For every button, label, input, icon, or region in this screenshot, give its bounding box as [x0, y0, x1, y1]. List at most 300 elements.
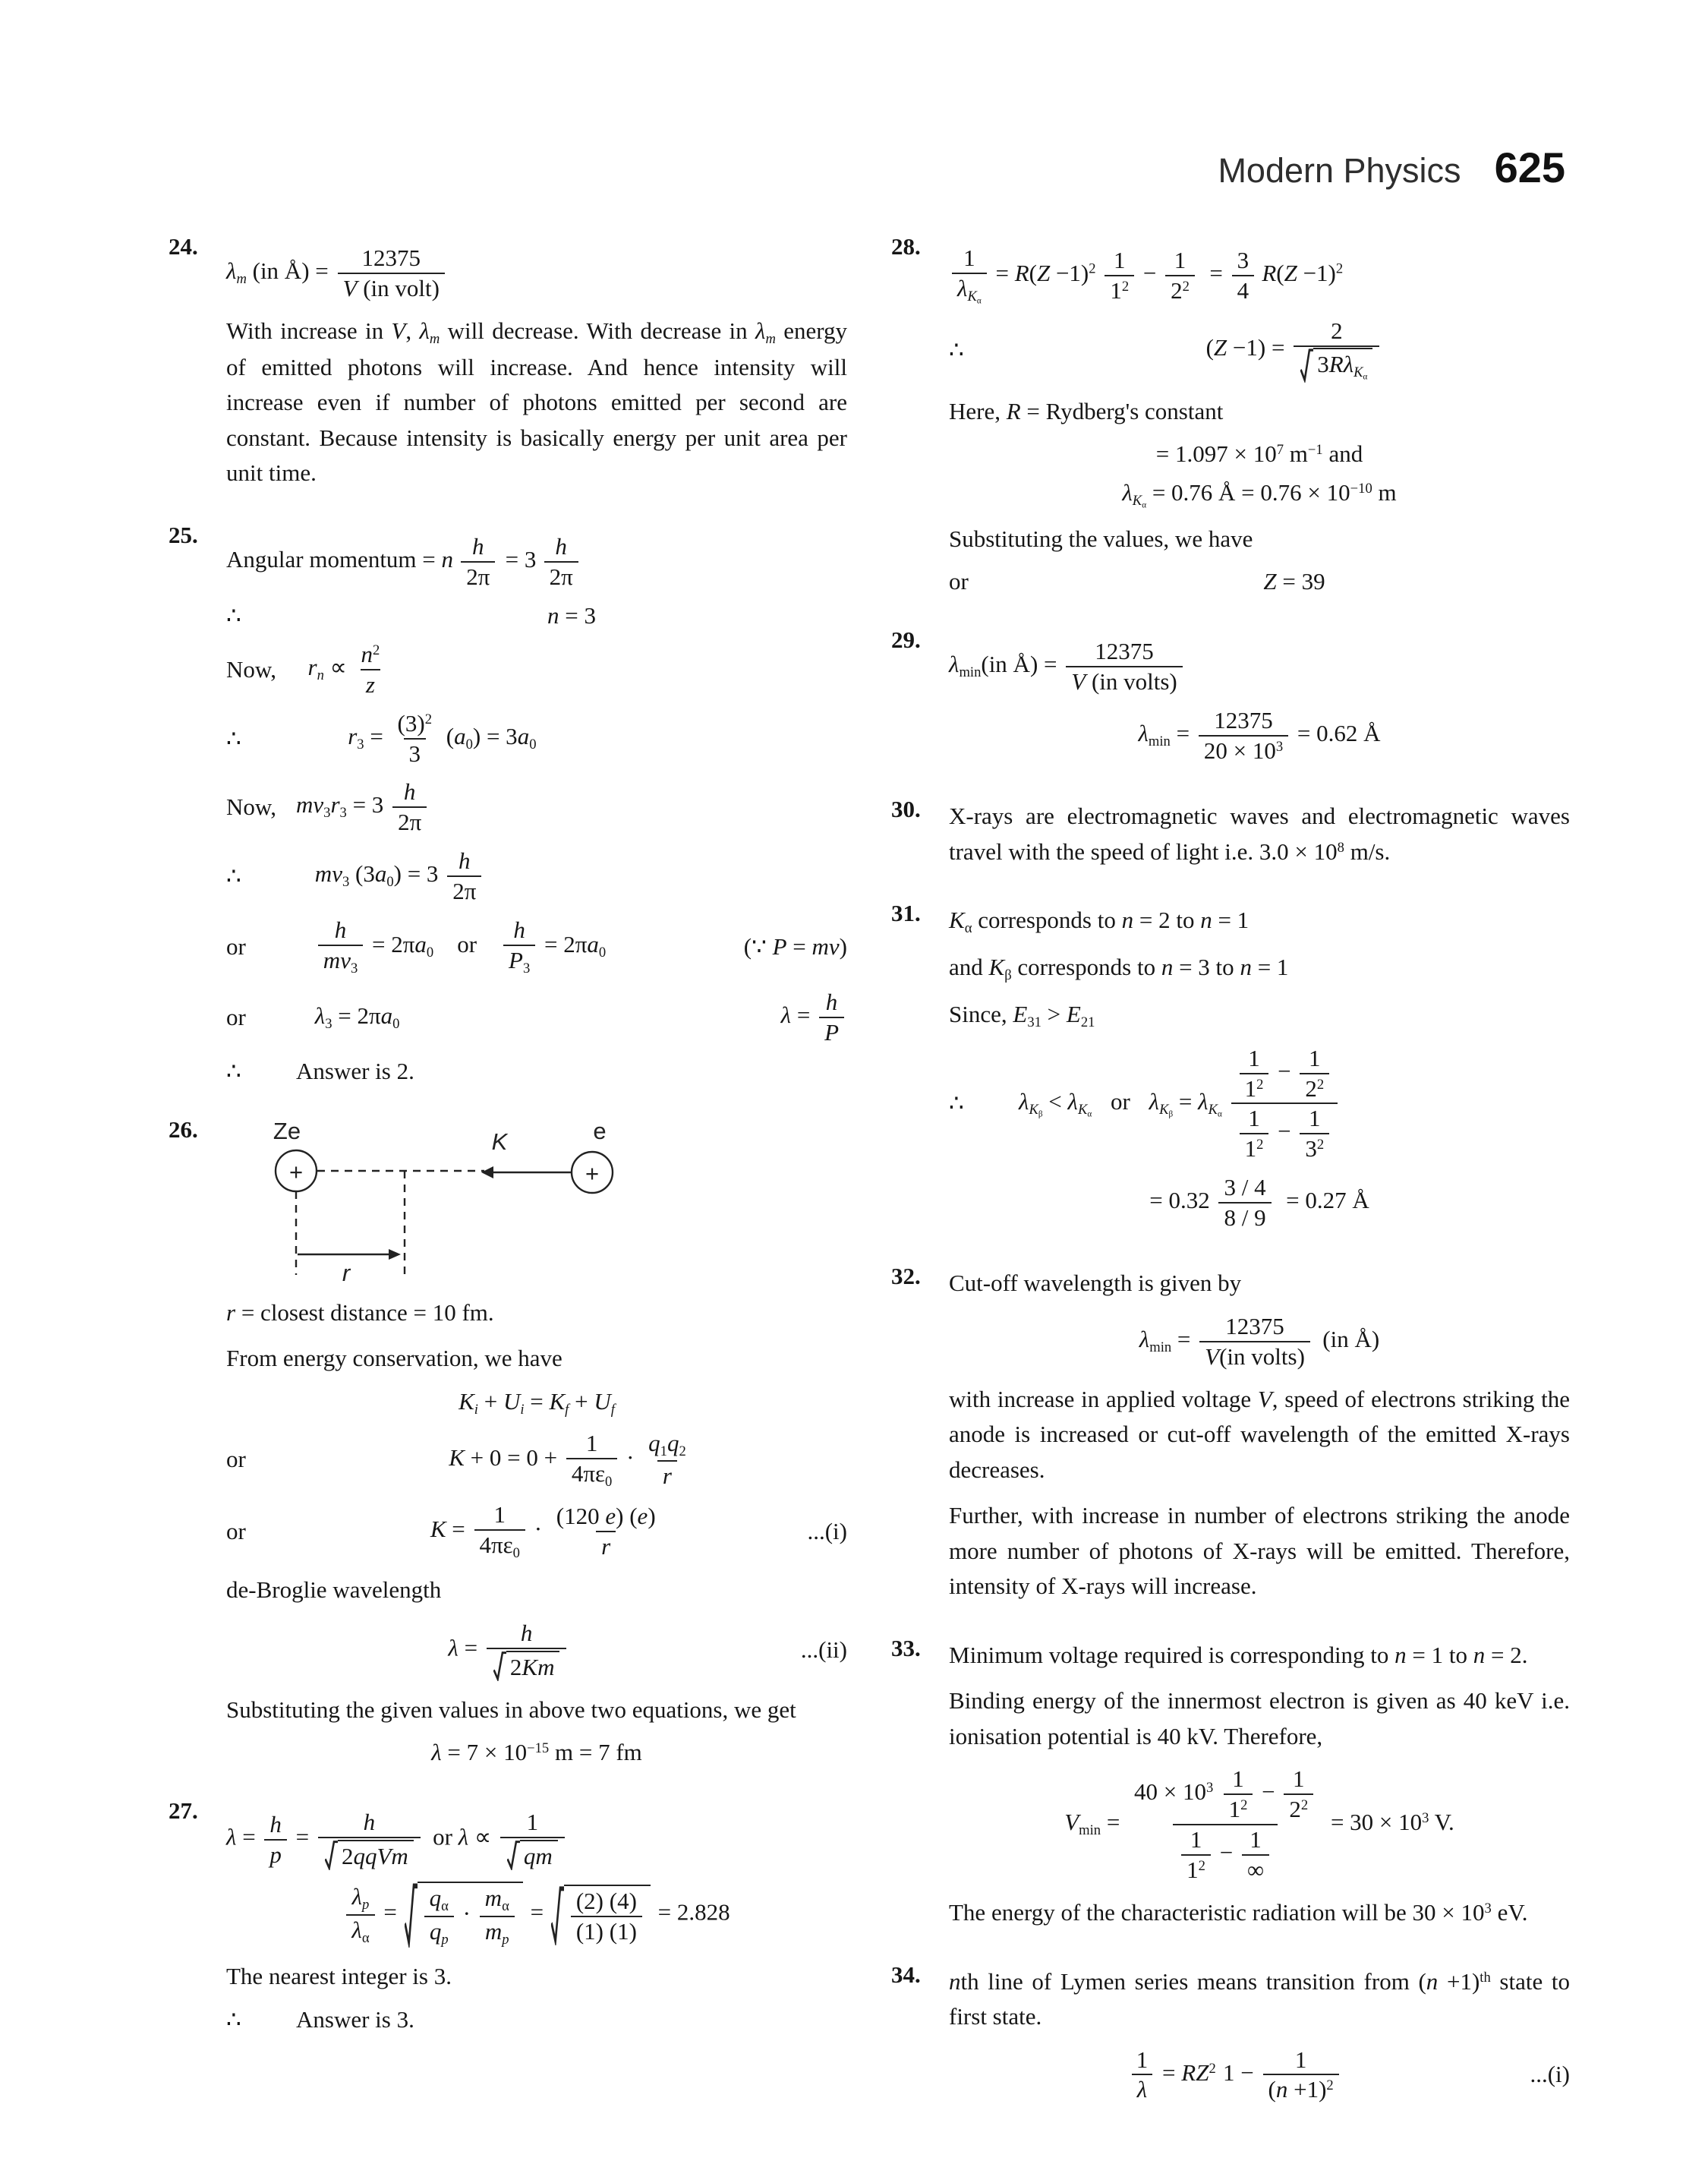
fraction	[1129, 1765, 1322, 1884]
fraction	[1232, 247, 1255, 304]
italic-run: P	[509, 947, 523, 974]
text-run: 8 / 9	[1224, 1204, 1266, 1232]
fraction	[551, 1503, 661, 1560]
problem-number: 29.	[891, 626, 921, 654]
eq-tag	[1530, 2061, 1570, 2088]
italic-run: λ	[1138, 720, 1149, 747]
eq-body	[226, 1809, 847, 1870]
numerator	[392, 710, 437, 738]
radical-sign	[325, 1840, 338, 1870]
text-run: =	[1203, 259, 1229, 286]
fraction	[318, 916, 363, 976]
paragraph	[949, 1266, 1570, 1301]
text-run: 3	[325, 1015, 332, 1032]
italic-run: λ	[1019, 1087, 1029, 1115]
superscript	[1256, 1137, 1263, 1153]
text-run: =	[1156, 2058, 1182, 2086]
text-run: 7	[1276, 442, 1284, 459]
italic-run: λ	[949, 651, 960, 678]
italic-run: K	[1208, 1101, 1218, 1118]
subscript	[392, 1016, 399, 1032]
subscript	[513, 1545, 520, 1561]
denominator	[1199, 735, 1288, 765]
italic-run: R	[1328, 351, 1344, 378]
text-run: 3 / 4	[1224, 1174, 1266, 1201]
text-run: = 2π	[538, 931, 588, 958]
superscript	[1301, 1797, 1308, 1813]
fraction	[1165, 247, 1195, 304]
subscript	[965, 920, 972, 936]
eq-lead: or	[226, 1446, 246, 1473]
italic-run: i	[474, 1401, 478, 1418]
text-run: = 2π	[332, 1002, 381, 1029]
italic-run: λ	[780, 1001, 792, 1028]
text-run: α	[964, 920, 972, 937]
italic-run: V	[377, 1843, 392, 1870]
text-run: = 1	[1212, 907, 1249, 934]
equation-line	[226, 1620, 847, 1681]
text-run: >	[1041, 1000, 1067, 1027]
italic-run: n	[1426, 1967, 1439, 1995]
text-run: 1	[1228, 1796, 1241, 1823]
italic-run: R	[1006, 397, 1021, 424]
text-run: (in volts)	[1086, 668, 1177, 696]
italic-run: m	[236, 271, 247, 287]
equation-line	[226, 1430, 847, 1490]
text-run: 1	[1309, 1044, 1321, 1071]
eq-body	[296, 1058, 847, 1085]
eq-lead: ∴	[226, 863, 241, 890]
text-run: 0	[426, 945, 434, 961]
text-run: (2) (4)	[575, 1887, 637, 1914]
subscript	[325, 1016, 332, 1032]
eq-body	[296, 2006, 847, 2033]
text-run: 2π	[398, 809, 422, 836]
italic-run: r	[226, 1298, 236, 1326]
italic-run: m	[765, 330, 776, 347]
text-run: = 0.27 Å	[1280, 1187, 1369, 1214]
italic-run: q	[666, 1429, 679, 1456]
problem-28	[891, 233, 1570, 607]
equation-line	[949, 317, 1570, 382]
equation-line	[226, 778, 847, 836]
italic-run: q	[429, 1885, 442, 1912]
text-run: 2π	[466, 563, 490, 590]
text-run: =	[364, 722, 389, 749]
text-run: = 39	[1276, 568, 1325, 595]
left-column	[169, 233, 847, 2065]
denominator	[596, 1531, 616, 1560]
text-run: 1	[1249, 1826, 1262, 1853]
italic-run: λ	[1198, 1087, 1209, 1115]
text-run: α	[1142, 500, 1147, 510]
italic-run: z	[365, 670, 375, 698]
subscript	[427, 945, 433, 961]
italic-run: n	[949, 1967, 961, 1995]
denominator	[1173, 1824, 1278, 1884]
fraction	[346, 1883, 374, 1946]
problem-body	[949, 1635, 1570, 1942]
numerator	[515, 1620, 538, 1648]
text-run: Answer is 2.	[296, 1057, 414, 1084]
equation-line	[226, 1882, 847, 1948]
equation-line	[226, 916, 847, 976]
italic-run: R	[1262, 259, 1277, 286]
italic-run: V	[1205, 1342, 1220, 1370]
text-run: −1	[1307, 442, 1323, 459]
subscript	[1363, 373, 1368, 382]
denominator	[487, 1648, 567, 1681]
eq-body	[949, 440, 1570, 468]
eq-body	[296, 602, 847, 629]
text-run: (1) (1)	[575, 1917, 637, 1945]
numerator	[821, 989, 843, 1017]
text-run: The energy of the characteristic radiation will be 30 × 10	[949, 1899, 1485, 1926]
numerator	[1108, 247, 1131, 275]
equation-line	[226, 1388, 847, 1418]
paragraph	[949, 1382, 1570, 1488]
text-run: ∞	[1246, 1856, 1265, 1884]
denominator	[1232, 275, 1255, 304]
text-run: 1	[1136, 2046, 1149, 2073]
eq-lead: or	[949, 568, 969, 595]
text-run: = 2.	[1485, 1641, 1528, 1668]
text-run: =	[524, 1898, 550, 1926]
subscript	[357, 737, 364, 752]
equation-line	[226, 641, 847, 699]
square-root	[551, 1885, 651, 1945]
denominator	[819, 1017, 844, 1046]
numerator	[1220, 1313, 1290, 1341]
text-run: (in Å) =	[246, 257, 335, 285]
text-run: −1) =	[1227, 334, 1291, 361]
numerator	[571, 1888, 642, 1916]
numerator	[958, 244, 981, 273]
italic-run: P	[772, 932, 787, 960]
italic-run: p	[502, 1931, 509, 1948]
text-run: 1	[1244, 1135, 1257, 1162]
numerator	[467, 533, 490, 561]
text-run: 2	[1256, 1076, 1264, 1093]
text-run: ...(ii)	[800, 1636, 847, 1664]
page-header	[0, 0, 1708, 192]
numerator	[1129, 1765, 1322, 1824]
text-run: 2	[1240, 1797, 1248, 1813]
text-run: +	[477, 1387, 503, 1415]
text-run: +1)	[1438, 1967, 1480, 1995]
subscript	[1149, 733, 1171, 749]
text-run: with increase in applied voltage	[949, 1385, 1258, 1412]
subscript	[529, 737, 536, 752]
problem-34	[891, 1961, 1570, 2115]
subscript	[1218, 1109, 1222, 1118]
problem-body	[226, 522, 847, 1096]
eq-body	[226, 1620, 792, 1681]
text-run: =	[289, 1823, 315, 1850]
radicand	[338, 1840, 414, 1870]
subscript	[1079, 1822, 1101, 1838]
eq-body	[949, 2046, 1520, 2104]
two-column-content	[0, 192, 1708, 2134]
fraction	[424, 1885, 454, 1948]
square-root	[325, 1840, 414, 1870]
text-run: Binding energy of the innermost electron is given as 40 keV i.e. ionisation potential is 40 kV. Therefore,	[949, 1687, 1570, 1749]
denominator	[1165, 275, 1195, 304]
italic-run: h	[403, 778, 416, 806]
text-run: 2	[1089, 260, 1096, 277]
equation-line	[226, 2006, 847, 2033]
text-run: (∵	[743, 932, 773, 960]
text-run: 20 × 10	[1203, 737, 1276, 765]
text-run: 3	[339, 805, 347, 822]
italic-run: R	[1014, 259, 1029, 286]
paragraph	[949, 1498, 1570, 1604]
paragraph	[226, 1341, 847, 1377]
fraction	[338, 244, 445, 302]
equation-line	[226, 602, 847, 629]
denominator	[447, 875, 481, 905]
text-run: ...(i)	[1530, 2061, 1570, 2088]
numerator	[1287, 1765, 1310, 1793]
text-run: = 0.32	[1149, 1187, 1210, 1214]
denominator	[404, 738, 427, 768]
text-run: ...(i)	[807, 1517, 847, 1544]
problem-24	[169, 233, 847, 502]
eq-tag	[781, 989, 847, 1046]
problem-body	[949, 233, 1570, 607]
italic-run: λ	[351, 1883, 363, 1910]
equation-line	[226, 847, 847, 905]
text-run: 1	[1186, 1856, 1199, 1884]
italic-run: m	[314, 860, 332, 888]
denominator	[392, 806, 427, 836]
italic-run: λ	[755, 317, 766, 344]
text-run: 3	[1237, 246, 1249, 273]
fraction	[1294, 317, 1379, 382]
text-run: will decrease. With decrease in	[440, 317, 755, 344]
eq-body	[296, 778, 847, 836]
fraction	[461, 533, 495, 591]
text-run: 40 × 10	[1134, 1778, 1207, 1806]
fraction	[1242, 1826, 1269, 1884]
italic-run: n	[317, 667, 324, 683]
text-run: m	[1284, 440, 1308, 468]
italic-run: h	[555, 532, 567, 560]
text-run: 31	[1027, 1014, 1042, 1030]
text-run: (in volts)	[1219, 1342, 1305, 1370]
radicand	[506, 1651, 560, 1681]
text-run: 1	[1190, 1826, 1202, 1853]
superscript	[1122, 278, 1129, 294]
italic-run: λ	[431, 1739, 442, 1766]
text-run: −	[1272, 1057, 1297, 1084]
superscript	[1485, 1901, 1492, 1916]
text-run: =	[989, 259, 1015, 286]
problem-25	[169, 522, 847, 1096]
eq-body	[949, 244, 1570, 306]
denominator	[500, 1837, 565, 1870]
equation-line	[949, 244, 1570, 306]
text-run: 1	[1293, 1765, 1305, 1793]
text-run: −1)	[1050, 259, 1089, 286]
text-run: 3	[1484, 1900, 1492, 1916]
fraction	[1199, 1313, 1310, 1371]
fraction	[1284, 1765, 1313, 1823]
italic-run: a	[374, 860, 387, 888]
eq-lead: or	[226, 1517, 246, 1544]
italic-run: K	[1159, 1101, 1169, 1118]
fraction	[1131, 2046, 1154, 2104]
text-run: 21	[1080, 1014, 1095, 1030]
text-run: 2	[1305, 1074, 1317, 1102]
text-run: energy of emitted photons will increase. And hence intensity will increase even if number of photons emitted per second are constant. Because intensity is basically energy per unit area per unit time.	[226, 317, 847, 487]
nucleus-charge-label: Ze	[273, 1118, 301, 1144]
subscript	[342, 874, 349, 890]
text-run: eV.	[1491, 1899, 1528, 1926]
fraction	[474, 1501, 525, 1561]
eq-body	[1019, 317, 1570, 382]
fraction	[566, 1430, 617, 1490]
text-run: 4πε	[571, 1459, 606, 1487]
italic-run: m	[537, 1653, 555, 1680]
figure-26-diagram	[249, 1119, 847, 1286]
text-run: −	[1272, 1118, 1297, 1145]
italic-run: v	[340, 947, 351, 974]
text-run: = 3 to	[1173, 953, 1240, 980]
text-run: =	[1171, 1325, 1197, 1352]
italic-run: r	[330, 791, 340, 819]
fraction	[487, 1620, 567, 1681]
subscript	[1133, 493, 1146, 509]
square-root	[507, 1840, 558, 1870]
fraction	[503, 916, 535, 976]
problem-body	[226, 233, 847, 502]
paragraph	[949, 903, 1570, 939]
text-run: (in Å) =	[981, 651, 1064, 678]
equation-line	[949, 2046, 1570, 2104]
italic-run: n	[361, 640, 373, 667]
eq-lead: or	[226, 1003, 246, 1030]
numerator	[550, 533, 572, 561]
text-run: 3	[342, 874, 350, 891]
numerator	[1303, 1105, 1326, 1133]
text-run: ) = 3	[393, 860, 439, 888]
text-run: or	[433, 1823, 459, 1850]
text-run: ∝	[323, 653, 353, 680]
italic-run: p	[441, 1931, 449, 1948]
fraction	[1199, 707, 1288, 765]
problem-30	[891, 796, 1570, 880]
italic-run: U	[503, 1387, 521, 1415]
superscript	[1338, 839, 1344, 855]
text-run: or	[1111, 1087, 1130, 1115]
plus-sign-left: +	[288, 1158, 304, 1185]
text-run: = 3	[346, 791, 384, 819]
eq-body	[949, 638, 1570, 696]
text-run: 3	[522, 961, 531, 977]
denominator	[1294, 345, 1379, 382]
denominator	[1300, 1133, 1329, 1162]
italic-run: f	[565, 1401, 569, 1418]
subscript	[362, 1897, 369, 1913]
fraction	[1300, 1045, 1329, 1103]
text-run: β	[1004, 967, 1012, 983]
text-run: =	[1170, 720, 1196, 747]
denominator	[571, 1916, 642, 1945]
equation-line	[226, 1809, 847, 1870]
text-run: =	[377, 1898, 403, 1926]
fraction	[264, 1811, 287, 1869]
italic-run: m	[484, 1917, 503, 1945]
text-run: With increase in	[226, 317, 392, 344]
italic-run: h	[363, 1809, 376, 1836]
italic-run: h	[334, 916, 347, 944]
text-run: =	[236, 1823, 262, 1850]
paragraph	[949, 522, 1570, 557]
distance-arrowhead	[389, 1249, 401, 1260]
velocity-arrowhead	[481, 1166, 493, 1178]
text-run: = 7 × 10	[441, 1739, 528, 1766]
eq-lead: ∴	[226, 601, 241, 629]
problem-number: 32.	[891, 1263, 921, 1290]
text-run: ) (	[616, 1502, 638, 1529]
text-run: = Rydberg's constant	[1020, 397, 1224, 424]
equation-line	[949, 440, 1570, 468]
italic-run: K	[449, 1443, 465, 1471]
italic-run: K	[549, 1387, 566, 1415]
text-run: α	[1087, 1109, 1092, 1119]
radical-sign	[507, 1840, 520, 1870]
equation-line	[949, 1045, 1570, 1163]
eq-body	[949, 1313, 1570, 1371]
numerator	[508, 916, 531, 945]
text-run: 3	[1317, 351, 1329, 378]
text-run: 3	[357, 736, 364, 752]
superscript	[1336, 261, 1343, 277]
text-run: or	[457, 931, 477, 958]
text-run: ·	[528, 1515, 548, 1542]
denominator	[1284, 1793, 1313, 1823]
numerator	[424, 1885, 454, 1916]
text-run: =	[1173, 1087, 1199, 1115]
text-run: (	[1205, 334, 1214, 361]
numerator	[1089, 638, 1159, 666]
text-run: 2	[1316, 1076, 1325, 1093]
italic-run: a	[380, 1002, 393, 1029]
text-run: =	[791, 1001, 817, 1028]
text-run: )	[648, 1502, 656, 1529]
text-run: −	[1256, 1778, 1281, 1806]
denominator	[480, 1916, 515, 1948]
italic-run: λ	[314, 1002, 326, 1029]
italic-run: E	[1066, 1000, 1081, 1027]
text-run: α	[441, 1898, 449, 1915]
italic-run: r	[348, 722, 358, 749]
italic-run: Z	[1284, 259, 1297, 286]
text-run: 2	[1182, 278, 1190, 295]
eq-body	[949, 707, 1570, 765]
superscript	[527, 1740, 549, 1756]
italic-run: λ	[226, 257, 237, 285]
italic-run: K	[1353, 364, 1363, 381]
text-run: 2	[1209, 2060, 1216, 2077]
text-run: , speed of electrons striking the anode is increased or cut-off wavelength of the emitted X-rays decreases.	[949, 1385, 1570, 1483]
eq-body	[296, 1002, 772, 1033]
italic-run: λ	[1136, 2076, 1148, 2103]
italic-run: q	[353, 1843, 365, 1870]
equation-line	[949, 479, 1570, 510]
text-run: min	[959, 664, 982, 681]
